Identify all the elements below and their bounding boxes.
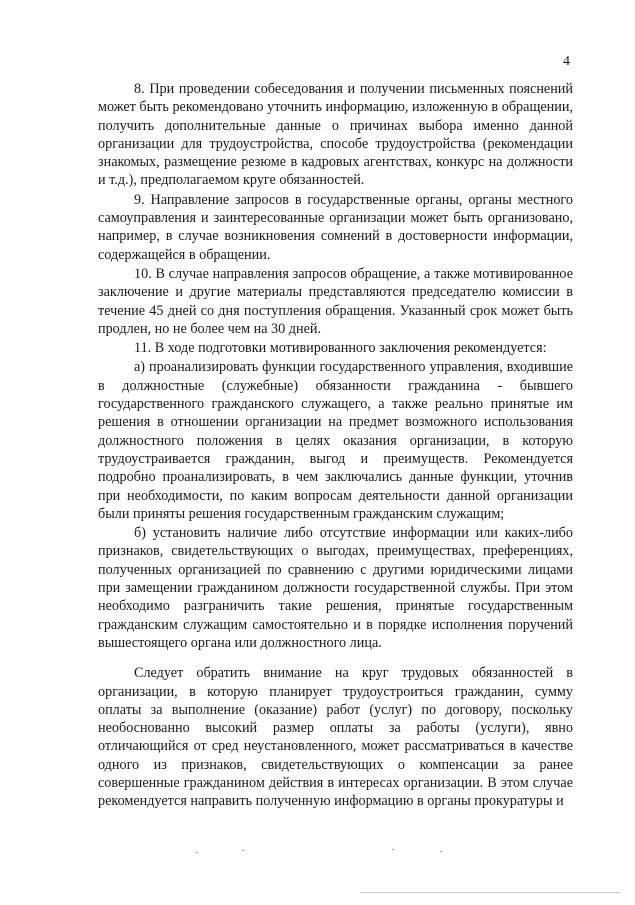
scan-dot xyxy=(196,852,198,853)
page-number: 4 xyxy=(563,54,570,69)
paragraph-8: 8. При проведении собеседования и получении письменных пояснений может быть рекомендовано уточнить информацию, изложенную в обращении, получить дополнительные данные о причинах выбора именно данной организации для трудоустройства, способе трудоустройства (рекомендации знакомых, размещение резюме в кадровых агентствах, конкурс на должности и т.д.), предполагаемом круге обязанностей. xyxy=(98,81,573,189)
scan-dot xyxy=(242,850,244,851)
paragraph-11a: а) проанализировать функции государственного управления, входившие в должностные (служебные) обязанности гражданина - бывшего государственного гражданского служащего, а также реально принятые им решения в отношении организации на предмет возможного использования должностного положения в целях оказания организации, в которую трудоустраивается гражданин, выгод и преимуществ. Рекомендуется подробно проанализировать, в чем заключались данные функции, уточнив при необходимости, по каким вопросам деятельности данной организации были приняты решения государственным гражданским служащим; xyxy=(98,359,573,522)
paragraph-9: 9. Направление запросов в государственные органы, органы местного самоуправления и заинтересованные организации может быть организовано, например, в случае возникновения сомнений в достоверности информации, содержащейся в обращении. xyxy=(98,191,573,263)
scan-dot xyxy=(440,851,442,852)
document-body xyxy=(98,80,573,812)
paragraph-follow-up: Следует обратить внимание на круг трудовых обязанностей в организации, в которую планирует трудоустроиться гражданин, сумму оплаты за выполнение (оказание) работ (услуг) по договору, поскольку необоснованно высокий размер оплаты за работы (услуги), явно отличающийся от сред неустановленного, может рассматриваться в качестве одного из признаков, свидетельствующих о компенсации за ранее совершенные гражданином действия в интересах организации. В этом случае рекомендуется направить полученную информацию в органы прокуратуры и xyxy=(98,665,573,810)
paragraph-11: 11. В ходе подготовки мотивированного заключения рекомендуется: xyxy=(134,340,547,357)
paragraph-11b: б) установить наличие либо отсутствие информации или каких-либо признаков, свидетельствующих о выгодах, преимуществах, преференциях, полученных организацией по сравнению с другими юридическими лицами при замещении гражданином должности государственной службы. При этом необходимо разграничить такие решения, принятые государственным гражданским служащим самостоятельно и в порядке исполнения поручений вышестоящего органа или должностного лица. xyxy=(98,525,573,651)
scan-dot xyxy=(392,849,394,850)
scan-edge-line xyxy=(360,892,620,893)
paragraph-10: 10. В случае направления запросов обращение, а также мотивированное заключение и другие материалы представляются председателю комиссии в течение 45 дней со дня поступления обращения. Указанный срок может быть продлен, но не более чем на 30 дней. xyxy=(98,265,573,337)
